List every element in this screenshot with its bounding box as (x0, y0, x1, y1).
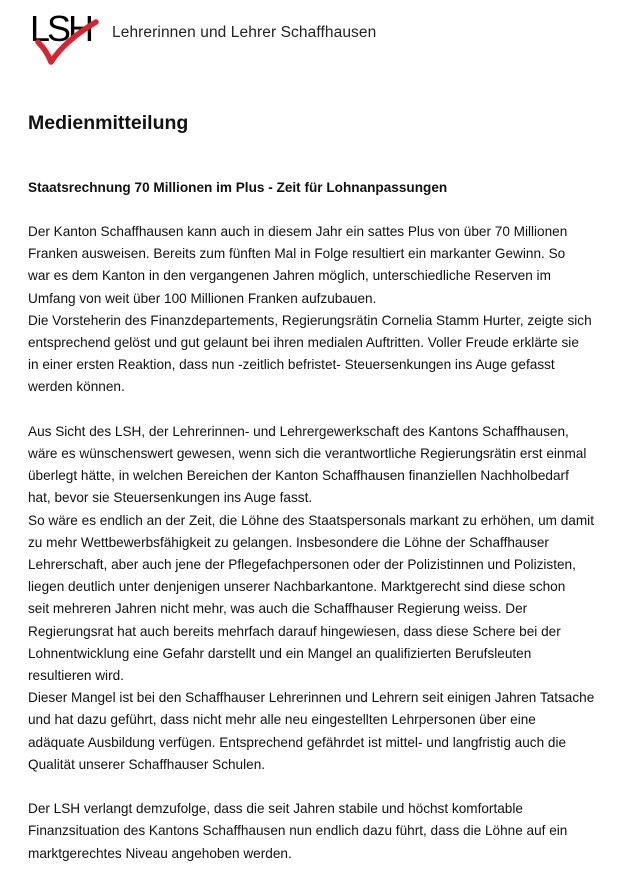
paragraph-line: resultieren wird. (28, 668, 124, 684)
paragraph (28, 310, 620, 399)
paragraph-line: Der Kanton Schaffhausen kann auch in diesem Jahr ein sattes Plus von über 70 Millionen (28, 224, 568, 239)
paragraph-line: wäre es wünschenswert gewesen, wenn sich die verantwortliche Regierungsrätin erst einmal (28, 446, 587, 462)
paragraph (28, 421, 620, 510)
paragraph-line: hat, bevor sie Steuersenkungen ins Auge fasst. (28, 490, 313, 506)
document-title: Medienmitteilung (28, 112, 189, 134)
paragraph-line: So wäre es endlich an der Zeit, die Löhne des Staatspersonals markant zu erhöhen, um damit (28, 512, 594, 528)
paragraph-line: Aus Sicht des LSH, der Lehrerinnen- und Lehrergewerkschaft des Kantons Schaffhausen, (28, 423, 569, 439)
press-release-headline: Staatsrechnung 70 Millionen im Plus - Zeit für Lohnanpassungen (28, 180, 448, 195)
organization-name: Lehrerinnen und Lehrer Schaffhausen (112, 24, 377, 41)
paragraph-line: Lohnentwicklung eine Gefahr darstellt und ein Mangel an qualifizierten Berufsleuten (28, 645, 532, 661)
paragraph-line: in einer ersten Reaktion, dass nun -zeitlich befristet- Steuersenkungen ins Auge gefasst (28, 357, 555, 373)
paragraph-line: Franken ausweisen. Bereits zum fünften Mal in Folge resultiert ein markanter Gewinn. So (28, 246, 566, 262)
press-release-body (28, 221, 620, 865)
paragraph-line: Umfang von weit über 100 Millionen Franken aufzubauen. (28, 290, 377, 306)
paragraph (28, 687, 620, 776)
paragraph-line: Regierungsrat hat auch bereits mehrfach darauf hingewiesen, dass diese Schere bei der (28, 623, 561, 639)
paragraph-line: Qualität unserer Schaffhauser Schulen. (28, 756, 266, 772)
lsh-logo-text: LSH (30, 8, 92, 49)
paragraph-line: Lehrerschaft, aber auch jene der Pflegefachpersonen oder der Polizistinnen und Polizisten, (28, 557, 576, 573)
paragraph (28, 221, 620, 310)
paragraph-line: entsprechend gelöst und gut gelaunt bei ihren medialen Auftritten. Voller Freude erklärte sie (28, 335, 579, 351)
paragraph-line: Die Vorsteherin des Finanzdepartements, Regierungsrätin Cornelia Stamm Hurter, zeigte sich (28, 312, 592, 328)
paragraph-line: adäquate Ausbildung verfügen. Entsprechend gefährdet ist mittel- und langfristig auch die (28, 734, 567, 750)
lsh-logo (30, 8, 100, 66)
paragraph-line: überlegt hätte, in welchen Bereichen der Kanton Schaffhausen finanziellen Nachholbedarf (28, 468, 569, 484)
paragraph-line: und hat dazu geführt, dass nicht mehr alle neu eingestellten Lehrpersonen über eine (28, 712, 536, 728)
paragraph-line: Finanzsituation des Kantons Schaffhausen nun endlich dazu führt, dass die Löhne auf ein (28, 823, 568, 839)
paragraph-line: marktgerechtes Niveau angehoben werden. (28, 845, 292, 861)
paragraph (28, 798, 620, 865)
paragraph-line: Der LSH verlangt demzufolge, dass die seit Jahren stabile und höchst komfortable (28, 801, 523, 817)
paragraph-line: seit mehreren Jahren nicht mehr, was auch die Schaffhauser Regierung weiss. Der (28, 601, 528, 617)
paragraph-line: zu mehr Wettbewerbsfähigkeit zu gelangen. Insbesondere die Löhne der Schaffhauser (28, 534, 549, 550)
paragraph (28, 510, 620, 688)
paragraph-line: war es dem Kanton in den vergangenen Jahren möglich, unterschiedliche Reserven im (28, 268, 551, 284)
paragraph-line: werden können. (28, 379, 125, 395)
paragraph-line: liegen deutlich unter denjenigen unserer Nachbarkantone. Marktgerecht sind diese schon (28, 579, 566, 595)
letterhead (30, 8, 610, 68)
paragraph-line: Dieser Mangel ist bei den Schaffhauser Lehrerinnen und Lehrern seit einigen Jahren Tatsache (28, 690, 595, 706)
